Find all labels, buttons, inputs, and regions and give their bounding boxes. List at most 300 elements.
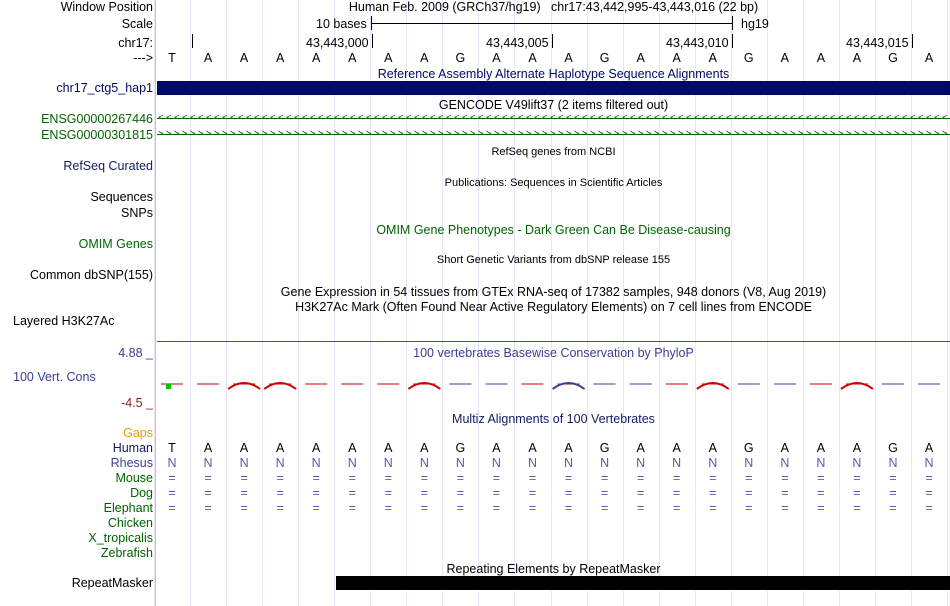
strand-arrow: < bbox=[190, 114, 196, 123]
strand-arrow: > bbox=[910, 130, 916, 139]
strand-arrow: < bbox=[590, 114, 596, 123]
multiz-base: = bbox=[276, 486, 284, 500]
strand-arrow: > bbox=[894, 130, 900, 139]
strand-arrow: < bbox=[726, 114, 732, 123]
strand-arrow: > bbox=[510, 130, 516, 139]
strand-arrow: < bbox=[286, 114, 292, 123]
strand-arrow: > bbox=[574, 130, 580, 139]
strand-arrow: > bbox=[550, 130, 556, 139]
strand-arrow: > bbox=[934, 130, 940, 139]
conservation-max: 4.88 _ bbox=[118, 346, 153, 360]
strand-arrow: > bbox=[942, 130, 948, 139]
strand-arrow: > bbox=[566, 130, 572, 139]
h3k27ac-label[interactable]: Layered H3K27Ac bbox=[13, 314, 115, 328]
strand-arrow: < bbox=[894, 114, 900, 123]
h3k27ac-baseline bbox=[157, 341, 950, 342]
multiz-base: A bbox=[852, 441, 862, 455]
strand-arrow: > bbox=[702, 130, 708, 139]
window-position[interactable] bbox=[157, 0, 950, 14]
chrom-label: chr17: bbox=[118, 36, 153, 50]
multiz-base: = bbox=[528, 486, 537, 500]
multiz-base: = bbox=[781, 486, 789, 500]
strand-arrow: < bbox=[262, 114, 268, 123]
multiz-base: A bbox=[564, 441, 573, 455]
conservation-peak bbox=[408, 383, 440, 389]
strand-arrow: < bbox=[510, 114, 516, 123]
repeatmasker-label[interactable]: RepeatMasker bbox=[71, 576, 153, 590]
multiz-base: = bbox=[492, 471, 501, 485]
strand-arrow: > bbox=[782, 130, 788, 139]
scale-bar bbox=[371, 23, 732, 24]
strand-arrow: > bbox=[342, 130, 348, 139]
strand-arrow: > bbox=[406, 130, 412, 139]
refseq-label[interactable]: RefSeq Curated bbox=[63, 159, 153, 173]
strand-arrow: > bbox=[918, 130, 924, 139]
strand-arrow: < bbox=[238, 114, 244, 123]
gencode-transcript-plus[interactable] bbox=[157, 130, 950, 139]
publications-snps-label[interactable]: SNPs bbox=[121, 206, 153, 220]
conservation-min: -4.5 _ bbox=[121, 396, 153, 410]
multiz-base: = bbox=[709, 501, 717, 515]
repeatmasker-element[interactable] bbox=[336, 576, 950, 590]
strand-arrow: < bbox=[430, 114, 436, 123]
multiz-base: = bbox=[348, 471, 356, 485]
base: T bbox=[168, 51, 176, 65]
gencode-item-label[interactable]: ENSG00000301815 bbox=[41, 128, 153, 142]
base: A bbox=[492, 51, 501, 65]
strand-arrow: < bbox=[302, 114, 308, 123]
multiz-base: = bbox=[168, 471, 176, 485]
strand-arrow: > bbox=[886, 130, 892, 139]
strand-arrow: > bbox=[454, 130, 460, 139]
conservation-peak bbox=[697, 383, 729, 389]
strand-arrow: < bbox=[854, 114, 860, 123]
strand-arrow: < bbox=[822, 114, 828, 123]
strand-arrow: < bbox=[278, 114, 284, 123]
multiz-base: A bbox=[708, 441, 717, 455]
multiz-base: = bbox=[456, 471, 465, 485]
multiz-base: = bbox=[817, 486, 825, 500]
multiz-base: = bbox=[636, 486, 645, 500]
dbsnp-label[interactable]: Common dbSNP(155) bbox=[30, 268, 153, 282]
multiz-base: = bbox=[204, 471, 212, 485]
multiz-gaps-label[interactable]: Gaps bbox=[123, 426, 153, 440]
strand-arrow: < bbox=[630, 114, 636, 123]
base: A bbox=[384, 51, 393, 65]
strand-arrow: > bbox=[686, 130, 692, 139]
multiz-base: G bbox=[599, 441, 610, 455]
strand-arrow: > bbox=[622, 130, 628, 139]
multiz-base: = bbox=[889, 471, 897, 485]
multiz-base: N bbox=[708, 456, 718, 470]
strand-arrow: > bbox=[838, 130, 844, 139]
strand-arrow: < bbox=[846, 114, 852, 123]
strand-arrow: > bbox=[446, 130, 452, 139]
strand-arrow: > bbox=[654, 130, 660, 139]
strand-arrow: > bbox=[926, 130, 932, 139]
publications-sequences-label[interactable]: Sequences bbox=[90, 190, 153, 204]
multiz-base: = bbox=[636, 501, 645, 515]
multiz-base: = bbox=[673, 501, 681, 515]
strand-arrow: < bbox=[670, 114, 676, 123]
multiz-species-label[interactable]: Zebrafish bbox=[100, 546, 153, 560]
strand-arrow: > bbox=[902, 130, 908, 139]
multiz-species-label[interactable]: X_tropicalis bbox=[88, 531, 153, 545]
strand-arrow: < bbox=[406, 114, 412, 123]
multiz-species-label[interactable]: Human bbox=[112, 441, 153, 455]
strand-arrow: < bbox=[342, 114, 348, 123]
multiz-base: A bbox=[924, 441, 934, 455]
multiz-species-label[interactable]: Mouse bbox=[115, 471, 153, 485]
multiz-base: = bbox=[600, 486, 609, 500]
base: A bbox=[816, 51, 826, 65]
strand-arrow: > bbox=[606, 130, 612, 139]
strand-arrow: < bbox=[254, 114, 260, 123]
base: A bbox=[924, 51, 934, 65]
multiz-base: = bbox=[456, 501, 465, 515]
strand-arrow: > bbox=[390, 130, 396, 139]
strand-arrow: > bbox=[494, 130, 500, 139]
multiz-base: = bbox=[312, 501, 320, 515]
multiz-base: N bbox=[419, 456, 429, 470]
gtex-title: Gene Expression in 54 tissues from GTEx RNA-seq of 17382 samples, 948 donors (V8, Aug 2019) bbox=[280, 285, 827, 299]
strand-arrow: < bbox=[806, 114, 812, 123]
reference-sequence bbox=[0, 51, 950, 66]
strand-arrow: > bbox=[862, 130, 868, 139]
multiz-base: = bbox=[853, 501, 861, 515]
strand-arrow: < bbox=[166, 114, 172, 123]
multiz-base: A bbox=[312, 441, 321, 455]
strand-arrow: < bbox=[710, 114, 716, 123]
multiz-base: = bbox=[889, 486, 897, 500]
multiz-base: A bbox=[348, 441, 357, 455]
multiz-base: = bbox=[348, 486, 356, 500]
strand-arrow: > bbox=[262, 130, 268, 139]
multiz-base: = bbox=[204, 486, 212, 500]
strand-arrow: < bbox=[390, 114, 396, 123]
strand-arrow: < bbox=[494, 114, 500, 123]
multiz-base: A bbox=[203, 441, 213, 455]
omim-title: OMIM Gene Phenotypes - Dark Green Can Be Disease-causing bbox=[376, 223, 731, 237]
conservation-label[interactable]: 100 Vert. Cons bbox=[13, 370, 96, 384]
strand-arrow: > bbox=[414, 130, 420, 139]
base: G bbox=[743, 51, 754, 65]
multiz-base: N bbox=[564, 456, 574, 470]
multiz-base: = bbox=[600, 501, 609, 515]
strand-arrow: < bbox=[662, 114, 668, 123]
strand-arrow: > bbox=[614, 130, 620, 139]
strand-arrow: < bbox=[606, 114, 612, 123]
multiz-row bbox=[0, 486, 950, 501]
strand-arrow: > bbox=[502, 130, 508, 139]
multiz-base: N bbox=[672, 456, 682, 470]
strand-arrow: < bbox=[446, 114, 452, 123]
base: A bbox=[852, 51, 862, 65]
assembly-name: Human Feb. 2009 (GRCh37/hg19) bbox=[348, 0, 541, 14]
multiz-base: N bbox=[924, 456, 934, 470]
scale-db: hg19 bbox=[741, 17, 769, 31]
multiz-base: A bbox=[239, 441, 249, 455]
strand-arrow: < bbox=[294, 114, 300, 123]
scale-bar-right-end bbox=[732, 16, 733, 30]
strand-arrow: > bbox=[734, 130, 740, 139]
multiz-base: N bbox=[347, 456, 357, 470]
multiz-base: N bbox=[780, 456, 790, 470]
strand-arrow: < bbox=[582, 114, 588, 123]
strand-arrow: < bbox=[486, 114, 492, 123]
strand-arrow: > bbox=[326, 130, 332, 139]
strand-arrow: < bbox=[454, 114, 460, 123]
strand-arrow: > bbox=[542, 130, 548, 139]
base: A bbox=[348, 51, 357, 65]
gencode-title: GENCODE V49lift37 (2 items filtered out) bbox=[438, 98, 669, 112]
base: G bbox=[888, 51, 898, 65]
multiz-base: = bbox=[673, 471, 681, 485]
strand-arrow: < bbox=[358, 114, 364, 123]
strand-arrow: > bbox=[238, 130, 244, 139]
strand-arrow: < bbox=[526, 114, 532, 123]
conservation-positive-mark bbox=[166, 384, 171, 389]
strand-arrow: > bbox=[366, 130, 372, 139]
gencode-item-label[interactable]: ENSG00000267446 bbox=[41, 112, 153, 126]
strand-arrow: > bbox=[598, 130, 604, 139]
multiz-base: = bbox=[853, 471, 861, 485]
strand-arrow: > bbox=[222, 130, 228, 139]
strand-arrow: > bbox=[254, 130, 260, 139]
strand-arrow: < bbox=[614, 114, 620, 123]
strand-arrow: < bbox=[198, 114, 204, 123]
strand-arrow: < bbox=[518, 114, 524, 123]
strand-arrow: < bbox=[366, 114, 372, 123]
multiz-base: = bbox=[673, 486, 681, 500]
multiz-base: N bbox=[275, 456, 285, 470]
strand-arrow: < bbox=[838, 114, 844, 123]
base: A bbox=[420, 51, 429, 65]
base: A bbox=[780, 51, 790, 65]
ruler-tick bbox=[192, 34, 193, 48]
base: A bbox=[203, 51, 213, 65]
strand-arrow: < bbox=[502, 114, 508, 123]
multiz-base: = bbox=[781, 471, 789, 485]
strand-arrow: < bbox=[758, 114, 764, 123]
multiz-base: N bbox=[744, 456, 754, 470]
strand-arrow: < bbox=[222, 114, 228, 123]
strand-arrow: < bbox=[886, 114, 892, 123]
strand-arrow: > bbox=[198, 130, 204, 139]
multiz-base: = bbox=[384, 471, 392, 485]
strand-arrow: < bbox=[646, 114, 652, 123]
strand-arrow: > bbox=[694, 130, 700, 139]
strand-arrow: > bbox=[670, 130, 676, 139]
strand-arrow: > bbox=[302, 130, 308, 139]
ruler-tick bbox=[732, 34, 733, 48]
strand-arrow: > bbox=[710, 130, 716, 139]
strand-arrow: > bbox=[278, 130, 284, 139]
dbsnp-title: Short Genetic Variants from dbSNP release 155 bbox=[436, 254, 671, 266]
multiz-base: A bbox=[384, 441, 393, 455]
multiz-base: = bbox=[564, 471, 573, 485]
strand-arrow: < bbox=[598, 114, 604, 123]
omim-label[interactable]: OMIM Genes bbox=[78, 237, 153, 251]
multiz-base: = bbox=[853, 486, 861, 500]
strand-arrow: > bbox=[534, 130, 540, 139]
strand-arrow: < bbox=[790, 114, 796, 123]
strand-arrow: < bbox=[398, 114, 404, 123]
base: A bbox=[564, 51, 573, 65]
ruler-tick bbox=[552, 34, 553, 48]
strand-arrow: > bbox=[182, 130, 188, 139]
strand-arrow: > bbox=[334, 130, 340, 139]
strand-arrow: < bbox=[774, 114, 780, 123]
window-position-label: Window Position bbox=[60, 0, 153, 14]
multiz-base: = bbox=[168, 486, 176, 500]
strand-arrow: > bbox=[438, 130, 444, 139]
ruler-coord: 43,443,005 bbox=[486, 36, 549, 50]
strand-arrow: > bbox=[870, 130, 876, 139]
multiz-species-label[interactable]: Rhesus bbox=[110, 456, 153, 470]
multiz-base: = bbox=[240, 486, 248, 500]
multiz-base: N bbox=[636, 456, 646, 470]
multiz-base: = bbox=[276, 471, 284, 485]
alt-haplotype-label[interactable]: chr17_ctg5_hap1 bbox=[56, 81, 153, 95]
multiz-base: G bbox=[455, 441, 466, 455]
strand-arrow: > bbox=[190, 130, 196, 139]
strand-arrow: < bbox=[558, 114, 564, 123]
multiz-base: = bbox=[600, 471, 609, 485]
multiz-base: = bbox=[384, 486, 392, 500]
strand-arrow: > bbox=[318, 130, 324, 139]
multiz-species-label[interactable]: Elephant bbox=[103, 501, 153, 515]
strand-arrow: < bbox=[566, 114, 572, 123]
strand-arrow: < bbox=[438, 114, 444, 123]
multiz-base: A bbox=[492, 441, 501, 455]
multiz-base: N bbox=[527, 456, 538, 470]
scale-text: 10 bases bbox=[316, 17, 367, 31]
multiz-base: = bbox=[240, 471, 248, 485]
multiz-base: N bbox=[239, 456, 249, 470]
strand-arrow: < bbox=[478, 114, 484, 123]
multiz-base: = bbox=[709, 486, 717, 500]
strand-arrow: > bbox=[518, 130, 524, 139]
strand-arrow: > bbox=[294, 130, 300, 139]
strand-arrow: < bbox=[654, 114, 660, 123]
multiz-species-label[interactable]: Chicken bbox=[107, 516, 153, 530]
strand-arrow: > bbox=[854, 130, 860, 139]
multiz-title: Multiz Alignments of 100 Vertebrates bbox=[452, 412, 655, 426]
strand-arrow: > bbox=[214, 130, 220, 139]
strand-arrow: > bbox=[742, 130, 748, 139]
multiz-base: A bbox=[816, 441, 826, 455]
multiz-species-label[interactable]: Dog bbox=[130, 486, 153, 500]
multiz-base: N bbox=[888, 456, 898, 470]
strand-arrow: > bbox=[718, 130, 724, 139]
multiz-base: = bbox=[781, 501, 789, 515]
strand-arrow: > bbox=[230, 130, 236, 139]
ruler-coord: 43,443,000 bbox=[306, 36, 369, 50]
strand-arrow: < bbox=[782, 114, 788, 123]
strand-arrow: > bbox=[806, 130, 812, 139]
strand-arrow: > bbox=[462, 130, 468, 139]
strand-arrow: < bbox=[174, 114, 180, 123]
multiz-row bbox=[0, 471, 950, 486]
scale-label: Scale bbox=[121, 17, 153, 31]
multiz-base: = bbox=[745, 501, 753, 515]
multiz-row bbox=[0, 441, 950, 456]
multiz-base: = bbox=[456, 486, 465, 500]
conservation-graph[interactable] bbox=[157, 378, 950, 392]
multiz-base: A bbox=[780, 441, 790, 455]
ruler-tick bbox=[912, 34, 913, 48]
strand-arrow: > bbox=[830, 130, 836, 139]
multiz-base: A bbox=[636, 441, 645, 455]
multiz-base: A bbox=[528, 441, 537, 455]
strand-arrow: > bbox=[846, 130, 852, 139]
multiz-row bbox=[0, 501, 950, 516]
multiz-base: N bbox=[816, 456, 826, 470]
strand-arrow: < bbox=[350, 114, 356, 123]
strand-arrow: > bbox=[590, 130, 596, 139]
multiz-base: G bbox=[743, 441, 754, 455]
strand-arrow: < bbox=[470, 114, 476, 123]
repeatmasker-title: Repeating Elements by RepeatMasker bbox=[446, 562, 661, 576]
strand-arrow: < bbox=[310, 114, 316, 123]
strand-arrow: > bbox=[158, 130, 164, 139]
strand-arrow: > bbox=[430, 130, 436, 139]
strand-arrow: < bbox=[326, 114, 332, 123]
strand-arrow: > bbox=[790, 130, 796, 139]
multiz-base: = bbox=[564, 501, 573, 515]
strand-arrow: > bbox=[478, 130, 484, 139]
strand-arrow: < bbox=[574, 114, 580, 123]
multiz-base: = bbox=[528, 501, 537, 515]
strand-arrow: < bbox=[910, 114, 916, 123]
conservation-peak bbox=[841, 383, 873, 389]
strand-arrow: > bbox=[174, 130, 180, 139]
strand-arrow: > bbox=[422, 130, 428, 139]
h3k27ac-title: H3K27Ac Mark (Often Found Near Active Regulatory Elements) on 7 cell lines from ENCODE bbox=[295, 300, 812, 314]
base: A bbox=[708, 51, 717, 65]
strand-arrow: < bbox=[374, 114, 380, 123]
gencode-transcript-minus[interactable] bbox=[157, 114, 950, 123]
conservation-peak bbox=[228, 383, 260, 389]
position-range: chr17:43,442,995-43,443,016 (22 bp) bbox=[551, 0, 759, 14]
multiz-base: = bbox=[889, 501, 897, 515]
multiz-base: = bbox=[709, 471, 717, 485]
strand-arrow: < bbox=[414, 114, 420, 123]
multiz-base: = bbox=[168, 501, 176, 515]
strand-arrow: > bbox=[246, 130, 252, 139]
strand-arrow: < bbox=[918, 114, 924, 123]
strand-arrow: < bbox=[870, 114, 876, 123]
base: G bbox=[455, 51, 466, 65]
strand-arrow: < bbox=[926, 114, 932, 123]
strand-arrow: > bbox=[646, 130, 652, 139]
strand-arrow: < bbox=[534, 114, 540, 123]
strand-arrow: < bbox=[334, 114, 340, 123]
strand-arrow: > bbox=[814, 130, 820, 139]
strand-arrow: < bbox=[622, 114, 628, 123]
strand-arrow: > bbox=[270, 130, 276, 139]
multiz-base: = bbox=[420, 471, 428, 485]
strand-arrow: > bbox=[470, 130, 476, 139]
strand-arrow: > bbox=[774, 130, 780, 139]
multiz-base: N bbox=[167, 456, 177, 470]
alt-haplotype-title: Reference Assembly Alternate Haplotype Sequence Alignments bbox=[377, 67, 730, 81]
multiz-base: = bbox=[276, 501, 284, 515]
alt-haplotype-bar[interactable] bbox=[157, 81, 950, 95]
strand-arrow: < bbox=[270, 114, 276, 123]
strand-arrow: < bbox=[902, 114, 908, 123]
